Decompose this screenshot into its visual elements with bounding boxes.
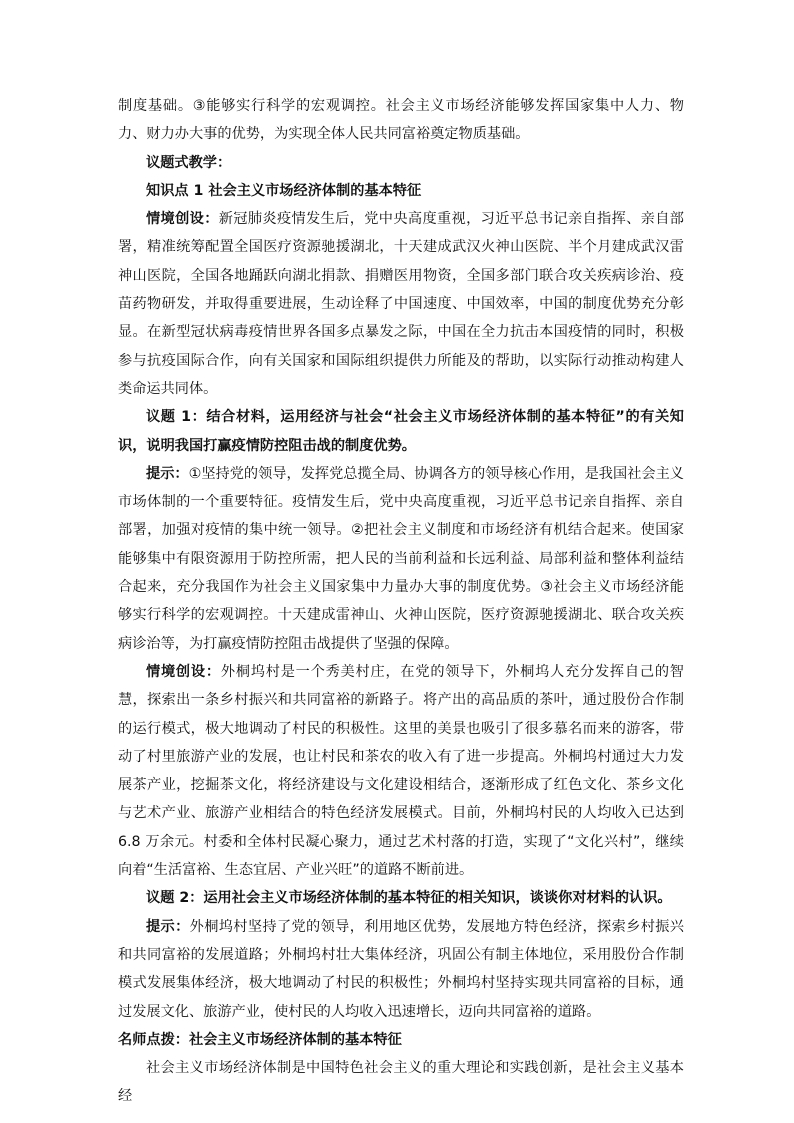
hint-1-label: 提示： [146, 465, 189, 482]
scenario-2 [118, 658, 684, 884]
scenario-1-text: 新冠肺炎疫情发生后，党中央高度重视，习近平总书记亲自指挥、亲自部署，精准统筹配置全国医疗资源驰援湖北，十天建成武汉火神山医院、半个月建成武汉雷神山医院，全国各地踊跃向湖北捐款、捐赠医用物资，全国多部门联合攻关疾病诊治、疫苗药物研发，并取得重要进展，生动诠释了中国速度、中国效率，中国的制度优势充分彰显。在新型冠状病毒疫情世界各国多点暴发之际，中国在全力抗击本国疫情的同时，积极参与抗疫国际合作，向有关国家和国际组织提供力所能及的帮助，以实际行动推动构建人类命运共同体。 [118, 211, 684, 397]
hint-2-text: 外桐坞村坚持了党的领导，利用地区优势，发展地方特色经济，探索乡村振兴和共同富裕的发展道路；外桐坞村壮大集体经济，巩固公有制主体地位，采用股份合作制模式发展集体经济，极大地调动了村民的积极性；外桐坞村坚持实现共同富裕的目标，通过发展文化、旅游产业，使村民的人均收入迅速增长，迈向共同富裕的道路。 [118, 918, 684, 1020]
hint-2 [118, 913, 684, 1026]
paragraph-intro: 制度基础。③能够实行科学的宏观调控。社会主义市场经济能够发挥国家集中人力、物力、财力办大事的优势，为实现全体人民共同富裕奠定物质基础。 [118, 98, 684, 143]
issue-1: 议题 1：结合材料，运用经济与社会“社会主义市场经济体制的基本特征”的有关知识，说明我国打赢疫情防控阻击战的制度优势。 [118, 409, 684, 454]
hint-2-label: 提示： [146, 918, 190, 935]
scenario-1 [118, 205, 684, 403]
scenario-1-label: 情境创设： [146, 211, 219, 228]
heading-knowledge-point-1: 知识点 1 社会主义市场经济体制的基本特征 [146, 182, 422, 199]
scenario-2-text: 外桐坞村是一个秀美村庄，在党的领导下，外桐坞人充分发挥自己的智慧，探索出一条乡村振兴和共同富裕的新路子。将产出的高品质的茶叶，通过股份合作制的运行模式，极大地调动了村民的积极性。这里的美景也吸引了很多慕名而来的游客，带动了村里旅游产业的发展，也让村民和茶农的收入有了进一步提高。外桐坞村通过大力发展茶产业，挖掘茶文化，将经济建设与文化建设相结合，逐渐形成了红色文化、茶乡文化与艺术产业、旅游产业相结合的特色经济发展模式。目前，外桐坞村民的人均收入已达到 6.8 万余元。村委和全体村民凝心聚力，通过艺术村落的打造，实现了“文化兴村”，继续向着“生活富裕、生态宜居、产业兴旺”的道路不断前进。 [118, 663, 684, 879]
issue-2: 议题 2：运用社会主义市场经济体制的基本特征的相关知识，谈谈你对材料的认识。 [146, 890, 672, 907]
paragraph-final: 社会主义市场经济体制是中国特色社会主义的重大理论和实践创新，是社会主义基本经 [118, 1060, 684, 1105]
heading-teacher-tips: 名师点拨：社会主义市场经济体制的基本特征 [118, 1031, 402, 1048]
hint-1-text: ①坚持党的领导，发挥党总揽全局、协调各方的领导核心作用，是我国社会主义市场体制的一个重要特征。疫情发生后，党中央高度重视，习近平总书记亲自指挥、亲自部署，加强对疫情的集中统一领导。②把社会主义制度和市场经济有机结合起来。使国家能够集中有限资源用于防控所需，把人民的当前利益和长远利益、局部利益和整体利益结合起来，充分我国作为社会主义国家集中力量办大事的制度优势。③社会主义市场经济能够实行科学的宏观调控。十天建成雷神山、火神山医院，医疗资源驰援湖北、联合攻关疾病诊治等，为打赢疫情防控阻击战提供了坚强的保障。 [118, 465, 684, 652]
scenario-2-label: 情境创设： [146, 663, 221, 680]
document-page [118, 92, 684, 1111]
heading-issue-teaching: 议题式教学： [146, 154, 232, 171]
hint-1 [118, 460, 684, 658]
